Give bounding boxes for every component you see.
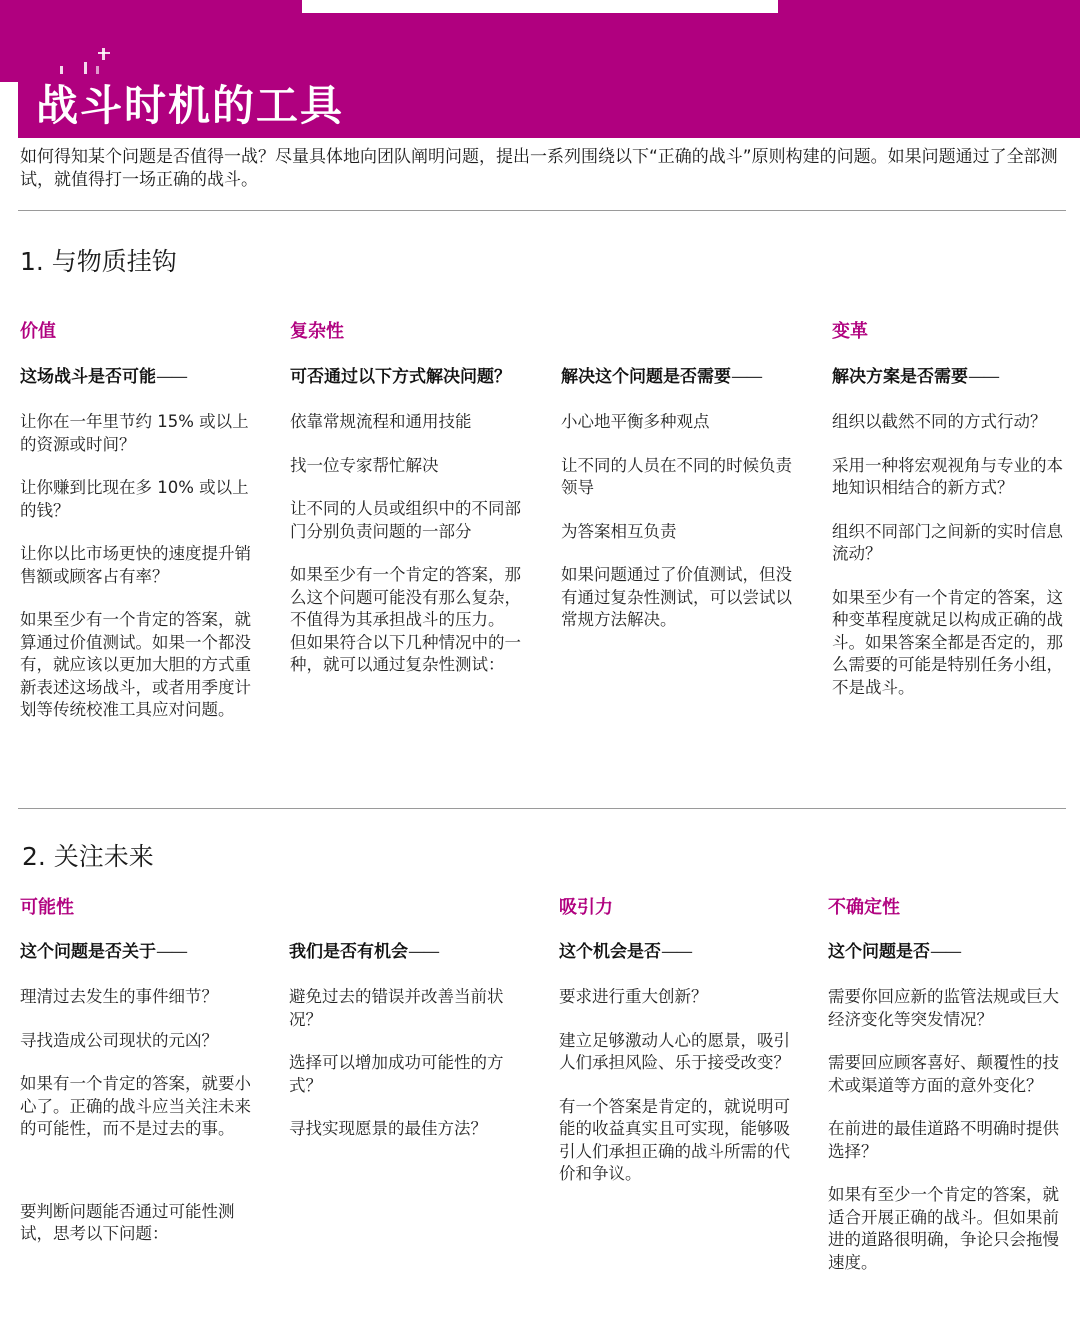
list-item: 让不同的人员或组织中的不同部门分别负责问题的一部分 xyxy=(290,499,521,541)
list-item: 避免过去的错误并改善当前状况？ xyxy=(289,987,504,1029)
list-item: 如果问题通过了价值测试，但没有通过复杂性测试，可以尝试以常规方法解决。 xyxy=(561,565,792,629)
criteria-column xyxy=(561,366,801,653)
criteria-column xyxy=(20,941,260,1267)
list-item: 让不同的人员在不同的时候负责领导 xyxy=(561,455,792,497)
list-item: 如果至少有一个肯定的答案，那么这个问题可能没有那么复杂，不值得为其承担战斗的压力。 xyxy=(290,565,521,629)
list-item: 在前进的最佳道路不明确时提供选择？ xyxy=(828,1119,1059,1161)
list-item: 如果至少有一个肯定的答案，就算通过价值测试。如果一个都没有，就应该以更加大胆的方式重新表述这场战斗，或者用季度计划等传统校准工具应对问题。 xyxy=(20,610,251,719)
banner-notch xyxy=(302,0,778,13)
list-item: 要判断问题能否通过可能性测试，思考以下问题： xyxy=(20,1201,235,1243)
decorative-sparkle-icon xyxy=(58,44,118,74)
list-item: 需要你回应新的监管法规或巨大经济变化等突发情况？ xyxy=(828,987,1059,1029)
section-title: 1. 与物质挂钩 xyxy=(20,247,177,276)
list-item: 寻找造成公司现状的元凶？ xyxy=(20,1030,218,1050)
banner-notch-left xyxy=(0,82,18,138)
list-item: 寻找实现愿景的最佳方法？ xyxy=(289,1119,487,1138)
criteria-column xyxy=(20,366,260,743)
category-label: 吸引力 xyxy=(559,897,613,918)
list-item: 组织不同部门之间新的实时信息流动？ xyxy=(832,521,1063,563)
list-item: 有一个答案是肯定的，就说明可能的收益真实且可实现，能够吸引人们承担正确的战斗所需的代价和争议。 xyxy=(559,1096,790,1183)
list-item: 找一位专家帮忙解决 xyxy=(290,455,439,475)
list-item: 组织以截然不同的方式行动？ xyxy=(832,412,1047,431)
page-title: 战斗时机的工具 xyxy=(36,81,345,130)
criteria-column xyxy=(289,941,529,1162)
list-item: 但如果符合以下几种情况中的一种，就可以通过复杂性测试： xyxy=(290,632,521,674)
list-item: 如果有一个肯定的答案，就要小心了。正确的战斗应当关注未来的可能性，而不是过去的事。 xyxy=(20,1074,251,1138)
list-item: 选择可以增加成功可能性的方式？ xyxy=(289,1053,504,1095)
list-item: 让你在一年里节约 15% 或以上的资源或时间？ xyxy=(20,412,249,454)
column-question: 可否通过以下方式解决问题？ xyxy=(290,367,511,387)
list-item: 让你赚到比现在多 10% 或以上的钱？ xyxy=(20,478,249,520)
list-item: 让你以比市场更快的速度提升销售额或顾客占有率？ xyxy=(20,544,251,586)
list-item: 需要回应顾客喜好、颠覆性的技术或渠道等方面的意外变化？ xyxy=(828,1053,1059,1095)
column-question: 解决这个问题是否需要 —— xyxy=(561,366,801,389)
list-item: 如果至少有一个肯定的答案，这种变革程度就足以构成正确的战斗。如果答案全都是否定的，那么需要的可能是特别任务小组，不是战斗。 xyxy=(832,587,1063,697)
category-label: 不确定性 xyxy=(828,897,900,918)
list-item: 为答案相互负责 xyxy=(561,521,677,541)
column-question: 这个问题是否关于 —— xyxy=(20,941,260,964)
section-title: 2. 关注未来 xyxy=(22,842,154,871)
category-label: 可能性 xyxy=(20,897,74,918)
category-label: 变革 xyxy=(832,321,868,342)
divider xyxy=(18,210,1066,211)
column-question: 这个机会是否 —— xyxy=(559,941,799,964)
list-item: 建立足够激动人心的愿景，吸引人们承担风险、乐于接受改变？ xyxy=(559,1030,790,1072)
criteria-column xyxy=(290,366,530,698)
divider xyxy=(18,808,1066,809)
list-item: 依靠常规流程和通用技能 xyxy=(290,412,472,431)
criteria-column xyxy=(828,941,1068,1295)
category-label: 价值 xyxy=(20,321,56,342)
column-question: 解决方案是否需要 —— xyxy=(832,366,1072,389)
criteria-column xyxy=(559,941,799,1207)
intro-paragraph: 如何得知某个问题是否值得一战？尽量具体地向团队阐明问题，提出一系列围绕以下“正确的战斗”原则构建的问题。如果问题通过了全部测试，就值得打一场正确的战斗。 xyxy=(20,147,1058,190)
column-question: 这个问题是否 —— xyxy=(828,941,1068,964)
criteria-column xyxy=(832,366,1072,720)
list-item: 小心地平衡多种观点 xyxy=(561,412,710,431)
list-item: 采用一种将宏观视角与专业的本地知识相结合的新方式？ xyxy=(832,455,1063,497)
list-item: 如果有至少一个肯定的答案，就适合开展正确的战斗。但如果前进的道路很明确，争论只会拖慢速度。 xyxy=(828,1185,1059,1272)
column-question: 我们是否有机会 —— xyxy=(289,941,529,964)
list-item: 理清过去发生的事件细节？ xyxy=(20,987,218,1006)
list-item: 要求进行重大创新？ xyxy=(559,987,708,1006)
category-label: 复杂性 xyxy=(290,321,344,342)
column-question: 这场战斗是否可能 —— xyxy=(20,366,260,389)
